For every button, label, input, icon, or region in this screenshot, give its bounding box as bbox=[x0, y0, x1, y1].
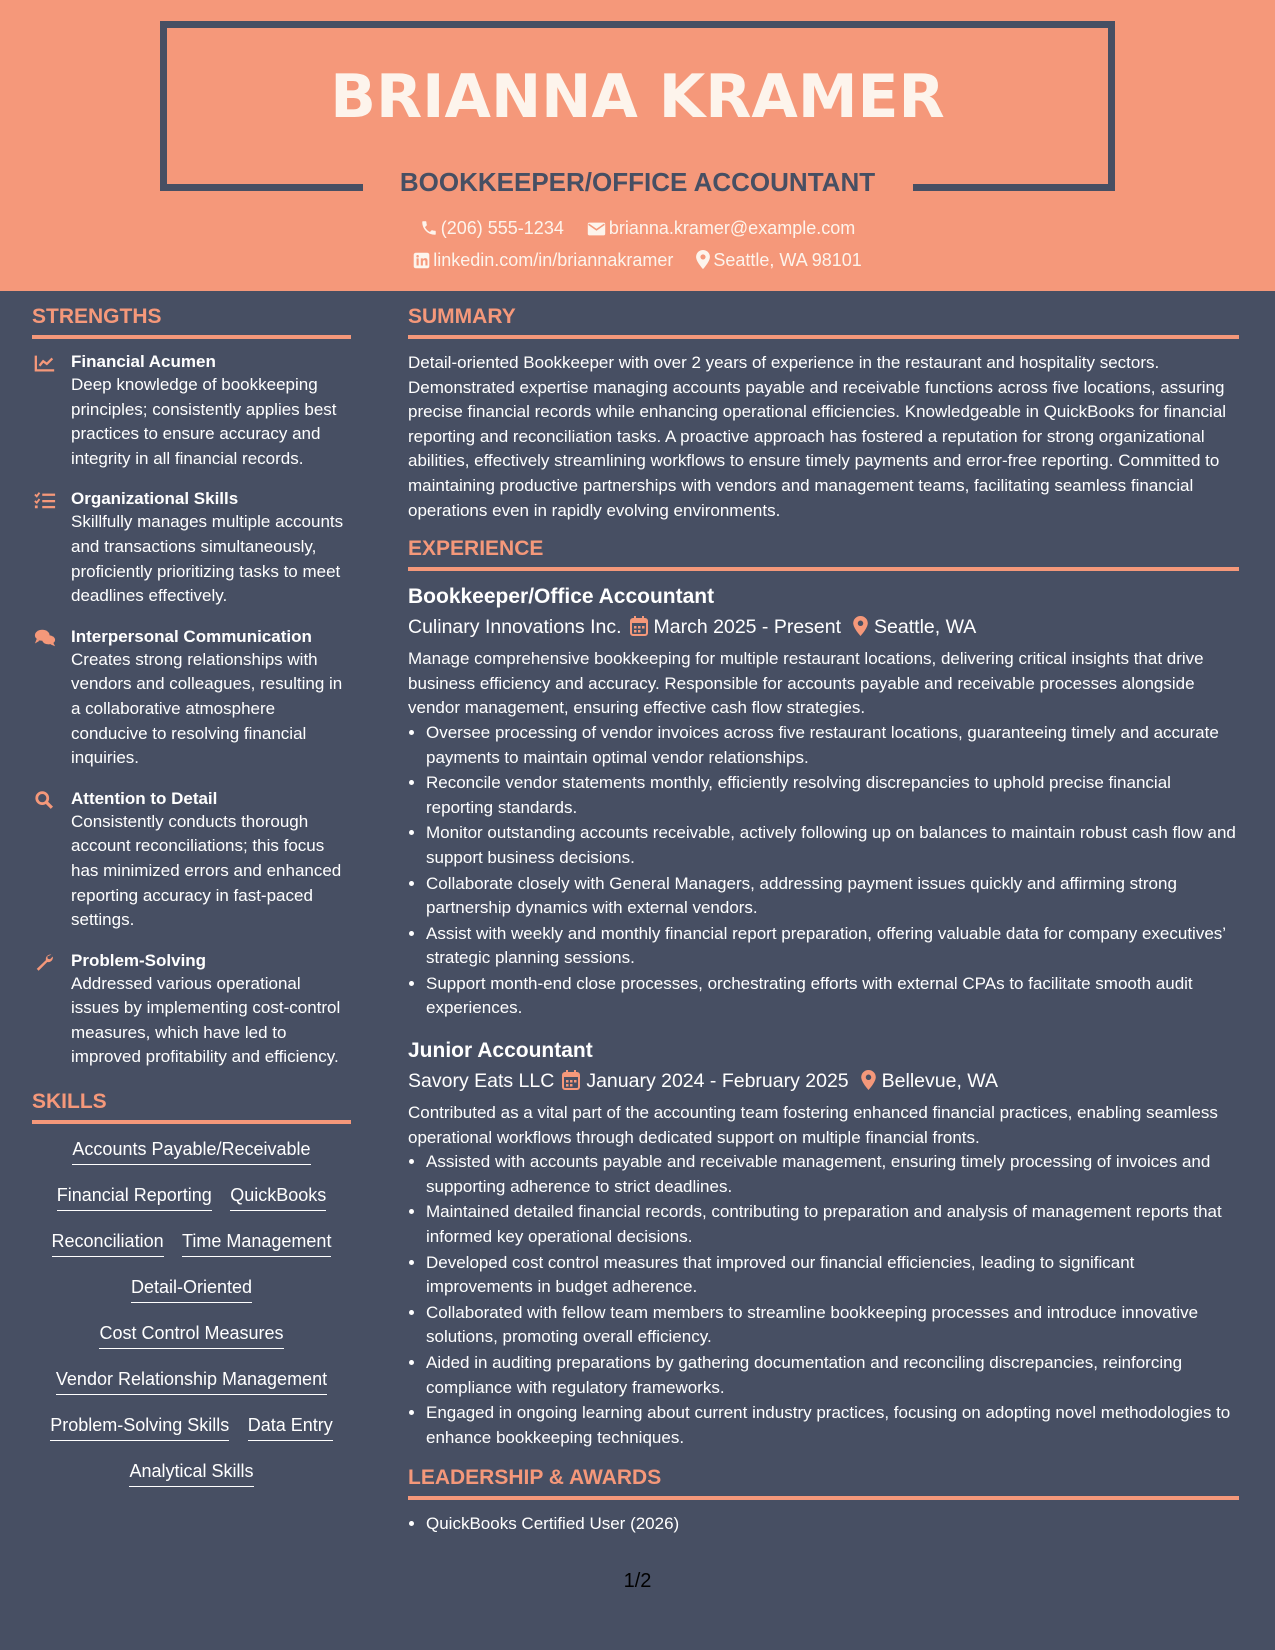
job-company: Culinary Innovations Inc. bbox=[408, 616, 622, 639]
strength-desc: Creates strong relationships with vendors and colleagues, resulting in a collaborative atmosphere conducive to resolving financial inquiries. bbox=[71, 649, 343, 768]
bullet-item: • Assist with weekly and monthly financial report preparation, offering valuable data for company executives’ strategic planning sessions. bbox=[426, 922, 1239, 971]
strength-item bbox=[32, 626, 351, 771]
search-icon bbox=[34, 790, 56, 810]
strength-item bbox=[32, 788, 351, 933]
summary-text: Detail-oriented Bookkeeper with over 2 years of experience in the restaurant and hospitality sectors. Demonstrated expertise managing accounts payable and receivable functions across five locations, assuring precise financial records while enhancing operational efficiencies. Knowledgeable in QuickBooks for financial reporting and reconciliation tasks. A proactive approach has fostered a reputation for strong organizational abilities, effectively streamlining workflows to ensure timely payments and error-free reporting. Committed to maintaining productive partnerships with vendors and management teams, facilitating seamless financial operations even in rapidly evolving environments. bbox=[408, 353, 1227, 520]
map-marker-icon bbox=[853, 616, 868, 636]
bullet-item: • Collaborate closely with General Managers, addressing payment issues quickly and affirming strong partnership dynamics with external vendors. bbox=[426, 872, 1239, 921]
skill-tag: Reconciliation bbox=[52, 1228, 164, 1257]
map-marker-icon bbox=[696, 250, 710, 269]
location-contact bbox=[696, 250, 861, 271]
envelope-icon bbox=[587, 221, 606, 237]
header-banner bbox=[0, 0, 1275, 291]
bullet-item: • Collaborated with fellow team members to streamline bookkeeping processes and introduce innovative solutions, promoting overall efficiency. bbox=[426, 1301, 1239, 1350]
map-marker-icon bbox=[861, 1070, 876, 1090]
bullet-item: • Maintained detailed financial records, contributing to preparation and analysis of management reports that informed key operational decisions. bbox=[426, 1200, 1239, 1249]
strength-name: Organizational Skills bbox=[71, 489, 239, 509]
skill-tag: Vendor Relationship Management bbox=[56, 1366, 327, 1395]
job-meta bbox=[408, 613, 1239, 641]
chart-line-icon bbox=[34, 353, 56, 373]
bullet-item: • Support month-end close processes, orchestrating efforts with external CPAs to facilitate smooth audit experiences. bbox=[426, 972, 1239, 1021]
job-title: Bookkeeper/Office Accountant bbox=[408, 585, 715, 609]
award-item: • QuickBooks Certified User (2026) bbox=[426, 1512, 1239, 1537]
page-number: 1/2 bbox=[623, 1570, 652, 1592]
skill-tag: Data Entry bbox=[248, 1412, 333, 1441]
contact-row-2 bbox=[0, 250, 1275, 271]
bullet-item: • Developed cost control measures that improved our financial efficiencies, leading to significant improvements in budget adherence. bbox=[426, 1251, 1239, 1300]
bullet-item: • Reconcile vendor statements monthly, efficiently resolving discrepancies to uphold precise financial reporting standards. bbox=[426, 771, 1239, 820]
strength-desc: Deep knowledge of bookkeeping principles; consistently applies best practices to ensure accuracy and integrity in all financial records. bbox=[71, 375, 337, 468]
strength-desc: Addressed various operational issues by implementing cost-control measures, which have led to improved profitability and efficiency. bbox=[71, 973, 341, 1067]
strengths-heading: STRENGTHS bbox=[32, 305, 351, 339]
location-text: Seattle, WA 98101 bbox=[713, 250, 862, 270]
strength-item bbox=[32, 351, 351, 471]
skill-tag: Financial Reporting bbox=[57, 1182, 212, 1211]
awards-heading: LEADERSHIP & AWARDS bbox=[408, 1466, 1239, 1500]
job-location: Seattle, WA bbox=[874, 616, 977, 639]
strength-item bbox=[32, 950, 351, 1070]
calendar-icon bbox=[630, 616, 648, 636]
bullet-item: • Assisted with accounts payable and receivable management, ensuring timely processing of invoices and supporting adherence to strict deadlines. bbox=[426, 1150, 1239, 1199]
contact-row-1 bbox=[0, 218, 1275, 239]
skill-tag: Problem-Solving Skills bbox=[50, 1412, 229, 1441]
strength-name: Financial Acumen bbox=[71, 352, 216, 371]
job-company: Savory Eats LLC bbox=[408, 1070, 555, 1093]
skill-tag: Cost Control Measures bbox=[99, 1320, 283, 1349]
bullet-item: • Oversee processing of vendor invoices across five restaurant locations, guaranteeing timely and accurate payments to maintain optimal vendor relationships. bbox=[426, 721, 1239, 770]
phone-contact[interactable] bbox=[420, 218, 564, 239]
job-dates: March 2025 - Present bbox=[653, 616, 842, 639]
job-entry bbox=[408, 1037, 1239, 1450]
job-dates: January 2024 - February 2025 bbox=[586, 1070, 849, 1093]
skills-heading: SKILLS bbox=[32, 1090, 351, 1124]
skill-row bbox=[32, 1412, 351, 1441]
skill-row bbox=[32, 1228, 351, 1257]
job-bullets bbox=[408, 721, 1239, 1021]
skill-tag: Detail-Oriented bbox=[131, 1274, 252, 1303]
linkedin-icon bbox=[413, 252, 430, 269]
job-description: Contributed as a vital part of the accounting team fostering enhanced financial practices, enabling seamless operational workflows through dedicated support on multiple financial fronts. bbox=[408, 1103, 1218, 1147]
checklist-icon bbox=[34, 490, 56, 510]
strength-name: Attention to Detail bbox=[71, 788, 218, 808]
skill-row bbox=[32, 1320, 351, 1349]
skill-row bbox=[32, 1136, 351, 1165]
skill-row bbox=[32, 1274, 351, 1303]
skill-tag: Analytical Skills bbox=[129, 1458, 253, 1487]
skill-tag: Accounts Payable/Receivable bbox=[72, 1136, 310, 1165]
job-description: Manage comprehensive bookkeeping for multiple restaurant locations, delivering critical insights that drive business efficiency and accuracy. Responsible for accounts payable and receivable processes alongside vendor management, ensuring effective cash flow strategies. bbox=[408, 649, 1204, 718]
linkedin-text: linkedin.com/in/briannakramer bbox=[433, 250, 674, 270]
job-entry bbox=[408, 583, 1239, 1021]
email-contact[interactable] bbox=[587, 218, 855, 239]
job-title: BOOKKEEPER/OFFICE ACCOUNTANT bbox=[399, 167, 876, 197]
calendar-icon bbox=[562, 1070, 580, 1090]
awards-list bbox=[408, 1512, 1239, 1537]
skill-tag: QuickBooks bbox=[230, 1182, 326, 1211]
skill-tag: Time Management bbox=[182, 1228, 331, 1257]
skill-row bbox=[32, 1458, 351, 1487]
job-location: Bellevue, WA bbox=[881, 1070, 998, 1093]
wrench-icon bbox=[34, 952, 56, 972]
skill-row bbox=[32, 1182, 351, 1211]
comments-icon bbox=[34, 628, 56, 648]
job-meta bbox=[408, 1067, 1239, 1095]
right-column bbox=[408, 305, 1239, 1547]
summary-heading: SUMMARY bbox=[408, 305, 1239, 339]
job-title: Junior Accountant bbox=[408, 1039, 593, 1063]
skill-row bbox=[32, 1366, 351, 1395]
skills-list bbox=[32, 1136, 351, 1487]
phone-text: (206) 555-1234 bbox=[440, 218, 564, 238]
candidate-name: BRIANNA KRAMER bbox=[330, 62, 945, 132]
strength-name: Problem-Solving bbox=[71, 950, 207, 970]
strength-name: Interpersonal Communication bbox=[71, 626, 312, 646]
phone-icon bbox=[420, 219, 438, 237]
job-bullets bbox=[408, 1150, 1239, 1450]
experience-heading: EXPERIENCE bbox=[408, 537, 1239, 571]
bullet-item: • Engaged in ongoing learning about current industry practices, focusing on adopting novel methodologies to enhance bookkeeping techniques. bbox=[426, 1401, 1239, 1450]
bullet-item: • Aided in auditing preparations by gathering documentation and reconciling discrepancies, reinforcing compliance with regulatory frameworks. bbox=[426, 1351, 1239, 1400]
strength-item bbox=[32, 488, 351, 608]
email-text: brianna.kramer@example.com bbox=[608, 218, 856, 238]
linkedin-contact[interactable] bbox=[413, 250, 673, 271]
bullet-item: • Monitor outstanding accounts receivable, actively following up on balances to maintain robust cash flow and support business decisions. bbox=[426, 821, 1239, 870]
strength-desc: Consistently conducts thorough account reconciliations; this focus has minimized errors and enhanced reporting accuracy in fast-paced settings. bbox=[71, 811, 342, 930]
strength-desc: Skillfully manages multiple accounts and transactions simultaneously, proficiently prioritizing tasks to meet deadlines effectively. bbox=[71, 512, 344, 606]
left-column bbox=[32, 305, 351, 1504]
